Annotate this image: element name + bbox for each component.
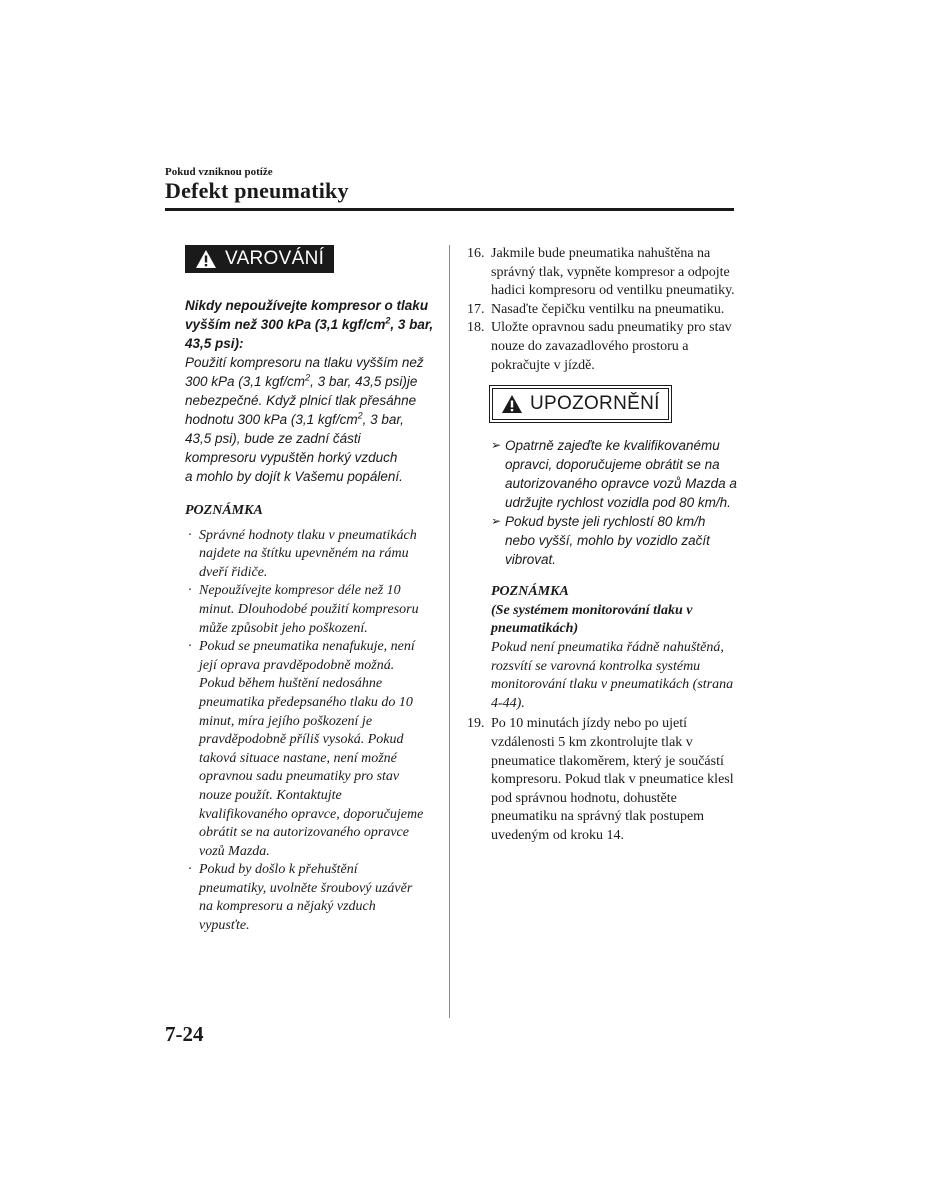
arrow-icon: ➢ <box>491 514 502 529</box>
note-subheading: (Se systémem monitorování tlaku v pneumatikách) <box>491 602 693 637</box>
step-item: 17. Nasaďte čepičku ventilku na pneumatiku. <box>467 301 725 317</box>
note-block <box>491 583 737 713</box>
caution-label-text: UPOZORNĚNÍ <box>530 393 660 415</box>
step-item: 16. Jakmile bude pneumatika nahuštěna na správný tlak, vypněte kompresor a odpojte hadici kompresoru od ventilku pneumatiky. <box>467 246 735 299</box>
note-list <box>185 527 425 936</box>
page-number: 7-24 <box>165 1022 204 1046</box>
steps-list <box>467 715 737 845</box>
warning-label <box>185 245 334 273</box>
caution-list <box>491 436 737 569</box>
caution-triangle-icon <box>501 394 523 414</box>
list-item: ➢ Pokud byste jeli rychlostí 80 km/h nebo vyšší, mohlo by vozidlo začít vibrovat. <box>491 514 710 568</box>
section-header: Pokud vzniknou potíže <box>165 166 273 178</box>
list-item: ➢ Opatrně zajeďte ke kvalifikovanému opravci, doporučujeme obrátit se na autorizovaného opravce vozů Mazda a udržujte rychlost vozidla pod 80 km/h. <box>491 438 737 511</box>
note-heading: POZNÁMKA <box>491 584 569 600</box>
warning-body: Použití kompresoru na tlaku vyšším než 300 kPa (3,1 kgf/$cm^2$, 3 bar, 43,5 psi)je nebezpečné. Když plnicí tlak přesáhne hodnotu 300 kPa (3,1 kgf/$cm^2$, 3 bar, 43,5 psi), bude ze zadní části kompresoru vypuštěn horký vzduch a mohlo by dojít k Vašemu popálení. <box>185 355 424 484</box>
step-item: 18. Uložte opravnou sadu pneumatiky pro stav nouze do zavazadlového prostoru a pokračujte v jízdě. <box>467 320 732 373</box>
note-text: Pokud není pneumatika řádně nahuštěná, rozsvítí se varovná kontrolka systému monitorování tlaku v pneumatikách (strana 4-44). <box>491 639 734 711</box>
column-divider <box>449 245 450 1018</box>
list-item: · Pokud by došlo k přehuštění pneumatiky, uvolněte šroubový uzávěr na kompresoru a nějaký vzduch vypusťte. <box>188 862 413 934</box>
arrow-icon: ➢ <box>491 438 502 453</box>
list-item: · Pokud se pneumatika nenafukuje, není její oprava pravděpodobně možná. Pokud během huštění nedosáhne pneumatika předepsaného tlaku do 10 minut, míra jejího poškození je pravděpodobně příliš vysoká. Pokud taková situace nastane, není možné opravnou sadu pneumatiky pro stav nouze použít. Kontaktujte kvalifikovaného opravce, doporučujeme obrátit se na autorizovaného opravce vozů Mazda. <box>188 639 424 859</box>
steps-list <box>467 245 737 375</box>
list-item: · Správné hodnoty tlaku v pneumatikách najdete na štítku upevněném na rámu dveří řidiče. <box>188 527 417 580</box>
warning-heading: Nikdy nepoužívejte kompresor o tlaku vyšším než 300 kPa (3,1 kgf/$cm^2$, 3 bar, 43,5 psi): <box>185 298 434 351</box>
left-column <box>185 245 435 936</box>
list-item: · Nepoužívejte kompresor déle než 10 minut. Dlouhodobé použití kompresoru může způsobit jeho poškození. <box>188 583 419 636</box>
page-title: Defekt pneumatiky <box>165 178 349 203</box>
note-heading: POZNÁMKA <box>185 503 263 518</box>
warning-label-text: VAROVÁNÍ <box>225 248 325 269</box>
caution-label <box>492 388 669 420</box>
right-column <box>467 245 737 845</box>
step-item: 19. Po 10 minutách jízdy nebo po ujetí vzdálenosti 5 km zkontrolujte tlak v pneumatice tlakoměrem, který je součástí kompresoru. Pokud tlak v pneumatice klesl pod správnou hodnotu, dohustěte pneumatiku na správný tlak postupem uvedeným od kroku 14. <box>467 716 734 843</box>
title-rule <box>165 208 734 211</box>
warning-triangle-icon <box>195 249 217 269</box>
